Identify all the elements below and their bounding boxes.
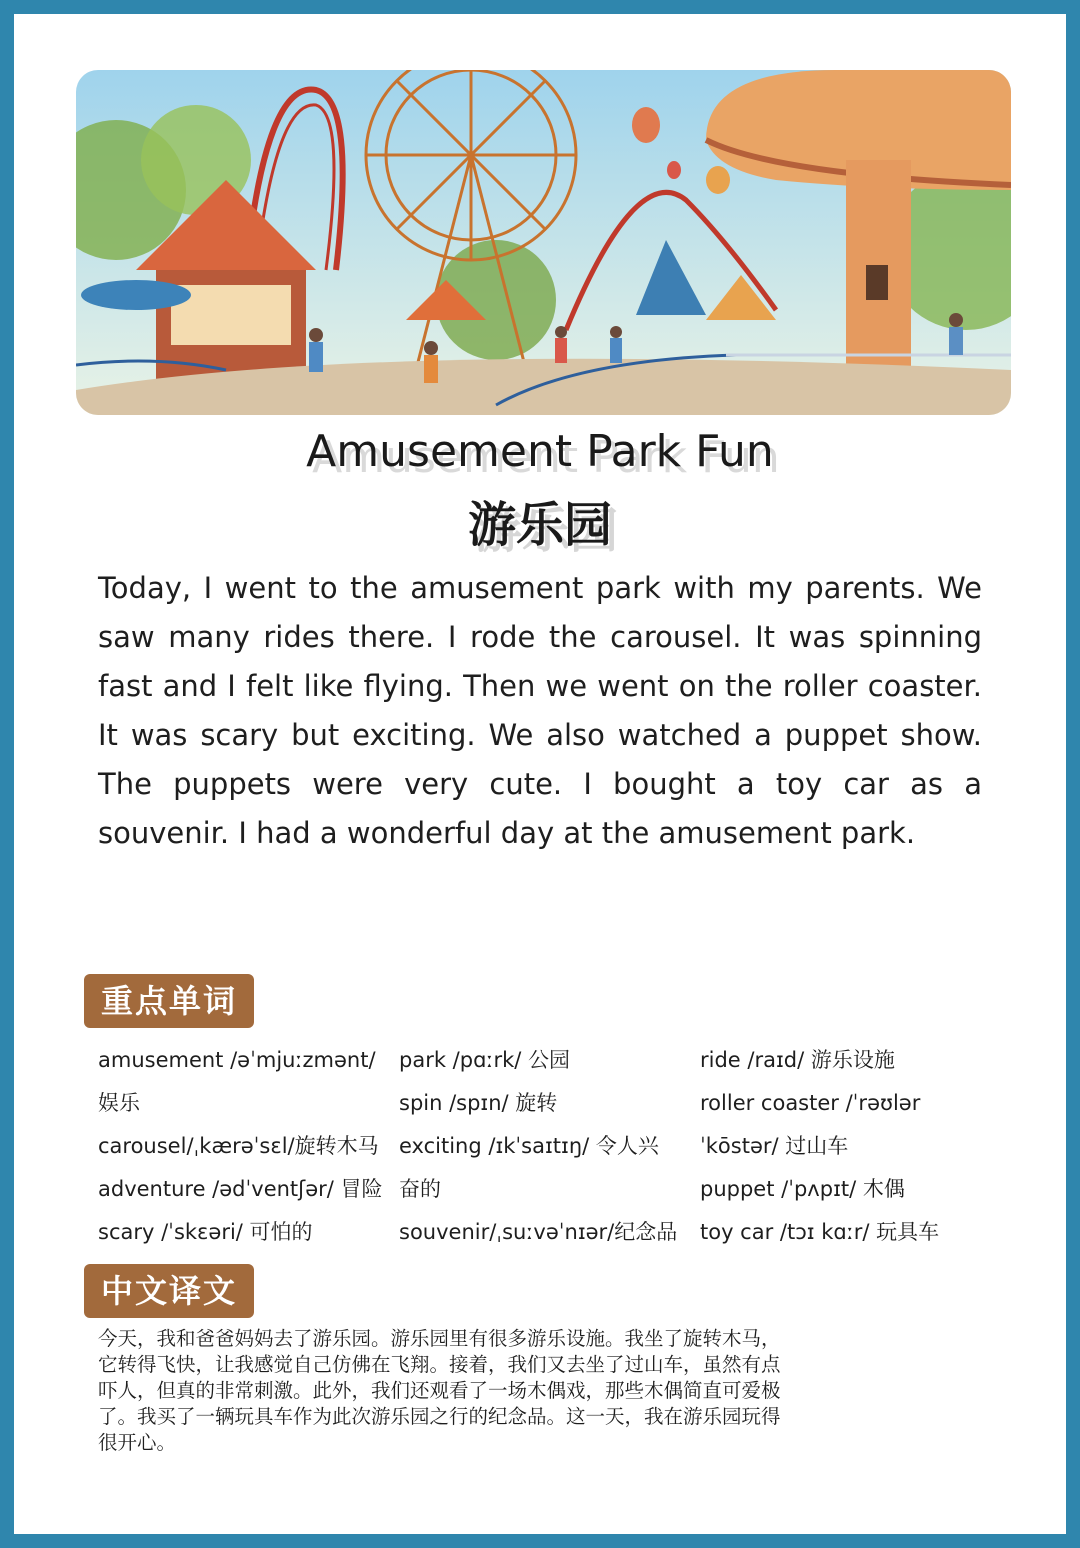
translation-section-label: 中文译文	[84, 1264, 254, 1318]
vocab-column-3	[700, 1042, 990, 1257]
vocab-item: 奋的	[399, 1177, 441, 1201]
vocab-item: exciting /ɪkˈsaɪtɪŋ/ 令人兴	[399, 1134, 659, 1158]
translation-line: 它转得飞快，让我感觉自己仿佛在飞翔。接着，我们又去坐了过山车，虽然有点	[98, 1353, 781, 1376]
translation-line: 吓人，但真的非常刺激。此外，我们还观看了一场木偶戏，那些木偶简直可爱极	[98, 1379, 781, 1402]
vocab-item: roller coaster /ˈrəʊlər	[700, 1091, 921, 1115]
vocab-column-2	[399, 1042, 689, 1257]
vocab-item: park /pɑːrk/ 公园	[399, 1048, 571, 1072]
vocab-item: puppet /ˈpʌpɪt/ 木偶	[700, 1177, 905, 1201]
chinese-translation	[98, 1326, 858, 1456]
vocab-column-1	[98, 1042, 388, 1257]
vocab-item: souvenir/ˌsuːvəˈnɪər/纪念品	[399, 1220, 678, 1244]
vocab-item: ˈkōstər/ 过山车	[700, 1134, 849, 1158]
vocab-item: ride /raɪd/ 游乐设施	[700, 1048, 895, 1072]
vocab-item: carousel/ˌkærəˈsɛl/旋转木马	[98, 1134, 379, 1158]
title-english: Amusement Park Fun	[306, 426, 774, 477]
vocab-item: toy car /tɔɪ kɑːr/ 玩具车	[700, 1220, 940, 1244]
amusement-park-illustration	[76, 70, 1011, 415]
translation-line: 今天，我和爸爸妈妈去了游乐园。游乐园里有很多游乐设施。我坐了旋转木马，	[98, 1327, 781, 1350]
vocab-item: 娱乐	[98, 1091, 140, 1115]
vocab-section-label: 重点单词	[84, 974, 254, 1028]
reading-passage: Today, I went to the amusement park with my parents. We saw many rides there. I rode the carousel. It was spinning fast and I felt like flying. Then we went on the roller coaster. It was scary but exciting. We also watched a puppet show. The puppets were very cute. I bought a toy car as a souvenir. I had a wonderful day at the amusement park.	[98, 571, 982, 850]
vocab-item: adventure /ədˈventʃər/ 冒险	[98, 1177, 383, 1201]
vocab-item: spin /spɪn/ 旋转	[399, 1091, 558, 1115]
translation-line: 了。我买了一辆玩具车作为此次游乐园之行的纪念品。这一天，我在游乐园玩得	[98, 1405, 781, 1428]
translation-line: 很开心。	[98, 1431, 177, 1454]
vocab-item: amusement /əˈmjuːzmənt/	[98, 1048, 376, 1072]
page-sheet	[14, 14, 1066, 1534]
title-chinese: 游乐园	[467, 497, 612, 553]
vocab-item: scary /ˈskɛəri/ 可怕的	[98, 1220, 313, 1244]
